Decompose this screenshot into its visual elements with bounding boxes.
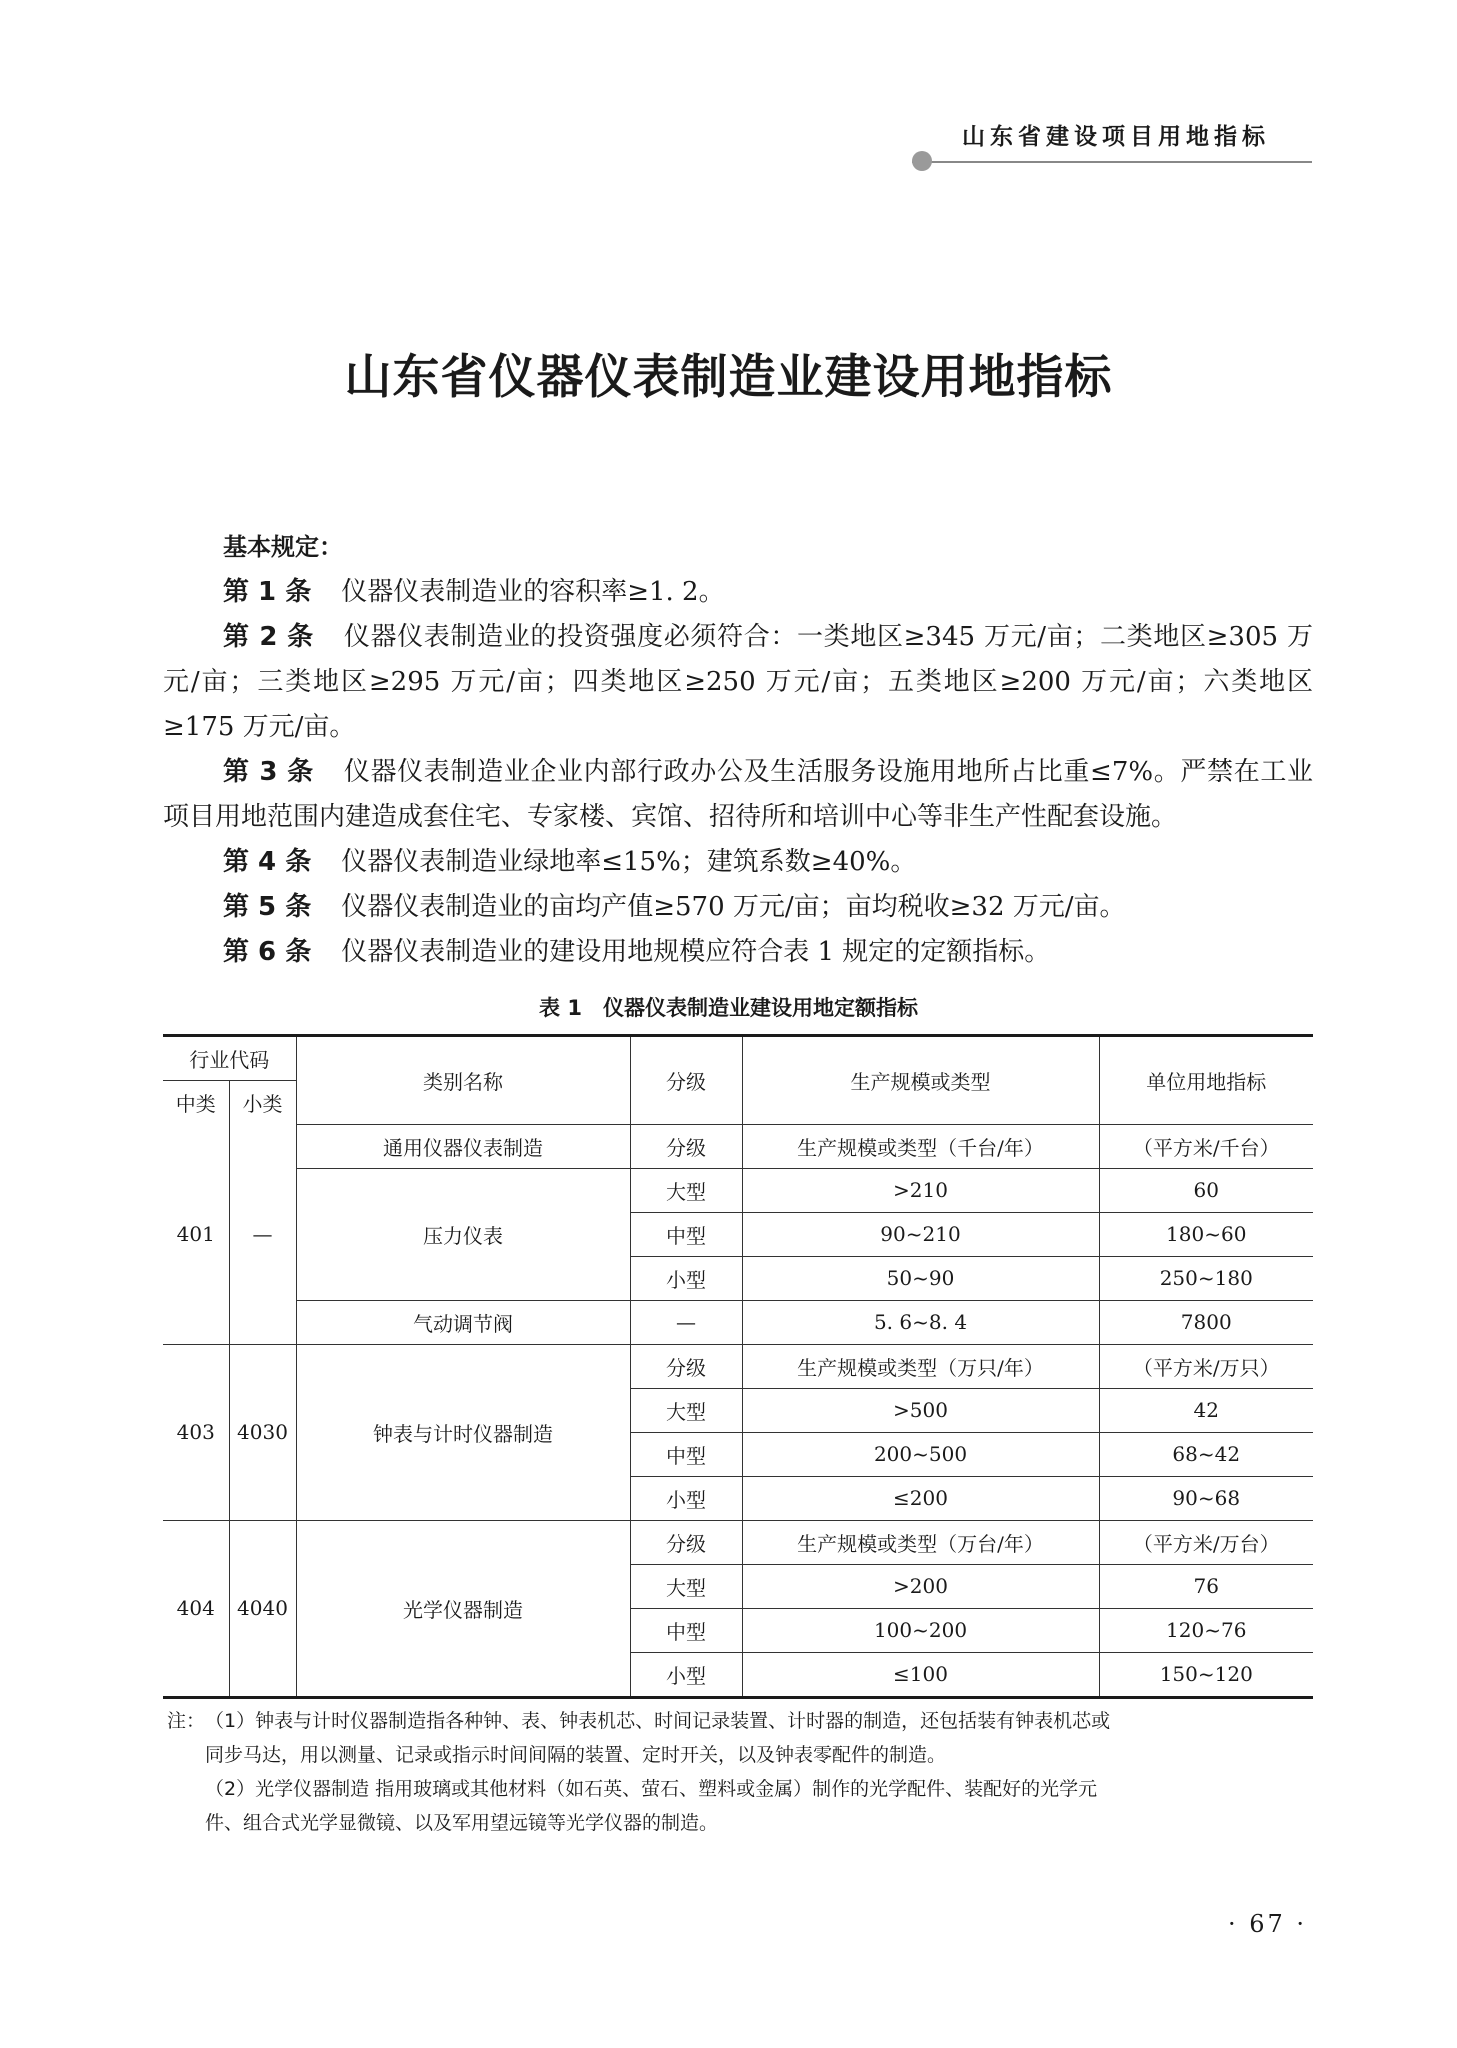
- article-text: 仪器仪表制造业的建设用地规模应符合表 1 规定的定额指标。: [341, 937, 1051, 967]
- article-2: [163, 615, 1313, 750]
- cell-scale: 生产规模或类型（万台/年）: [742, 1520, 1099, 1564]
- cell-scale: 50~90: [742, 1256, 1099, 1300]
- article-number: 第 6 条: [223, 937, 312, 967]
- cell-scale: 生产规模或类型（千台/年）: [742, 1124, 1099, 1168]
- table-row: [163, 1344, 1313, 1388]
- cell-land-index: 250~180: [1099, 1256, 1313, 1300]
- header-land-index: 单位用地指标: [1099, 1036, 1313, 1125]
- cell-grade: 小型: [630, 1652, 742, 1697]
- table-row: [163, 1520, 1313, 1564]
- cell-grade: 中型: [630, 1608, 742, 1652]
- header-rule: [912, 161, 1312, 163]
- cell-land-index: 120~76: [1099, 1608, 1313, 1652]
- cell-scale: ≤200: [742, 1476, 1099, 1520]
- article-number: 第 1 条: [223, 577, 312, 607]
- article-number: 第 4 条: [223, 847, 312, 877]
- cell-scale: ≤100: [742, 1652, 1099, 1697]
- cell-grade: 分级: [630, 1124, 742, 1168]
- header-sub-class: 小类: [229, 1081, 296, 1125]
- header-scale: 生产规模或类型: [742, 1036, 1099, 1125]
- header-grade: 分级: [630, 1036, 742, 1125]
- cell-sub-class: —: [229, 1124, 296, 1344]
- cell-scale: >210: [742, 1168, 1099, 1212]
- page-title: 山东省仪器仪表制造业建设用地指标: [344, 350, 1113, 405]
- cell-scale: 生产规模或类型（万只/年）: [742, 1344, 1099, 1388]
- table-header-row: [163, 1036, 1313, 1081]
- header-category: 类别名称: [296, 1036, 630, 1125]
- cell-scale: >500: [742, 1388, 1099, 1432]
- cell-grade: 中型: [630, 1212, 742, 1256]
- cell-land-index: （平方米/千台）: [1099, 1124, 1313, 1168]
- cell-sub-class: 4030: [229, 1344, 296, 1520]
- header-industry-code: 行业代码: [163, 1036, 296, 1081]
- cell-grade: 分级: [630, 1344, 742, 1388]
- cell-scale: 90~210: [742, 1212, 1099, 1256]
- article-text: 仪器仪表制造业的亩均产值≥570 万元/亩；亩均税收≥32 万元/亩。: [341, 892, 1126, 922]
- table-row: [163, 1300, 1313, 1344]
- cell-land-index: 60: [1099, 1168, 1313, 1212]
- cell-category: 光学仪器制造: [296, 1520, 630, 1697]
- header-dot: [912, 151, 932, 171]
- cell-land-index: （平方米/万只）: [1099, 1344, 1313, 1388]
- cell-grade: 小型: [630, 1476, 742, 1520]
- cell-land-index: 42: [1099, 1388, 1313, 1432]
- cell-grade: —: [630, 1300, 742, 1344]
- cell-land-index: 68~42: [1099, 1432, 1313, 1476]
- table-caption: 表 1 仪器仪表制造业建设用地定额指标: [539, 996, 918, 1020]
- article-4: [163, 840, 1313, 885]
- cell-grade: 中型: [630, 1432, 742, 1476]
- cell-scale: 200~500: [742, 1432, 1099, 1476]
- table-row: [163, 1124, 1313, 1168]
- article-text: 仪器仪表制造业绿地率≤15%；建筑系数≥40%。: [341, 847, 917, 877]
- article-number: 第 2 条: [223, 622, 314, 652]
- cell-scale: 100~200: [742, 1608, 1099, 1652]
- cell-category: 钟表与计时仪器制造: [296, 1344, 630, 1520]
- cell-land-index: （平方米/万台）: [1099, 1520, 1313, 1564]
- table-notes: [167, 1704, 1315, 1840]
- header-mid-class: 中类: [163, 1081, 229, 1125]
- cell-grade: 大型: [630, 1564, 742, 1608]
- basic-rules-heading: 基本规定：: [223, 533, 343, 561]
- cell-category: 气动调节阀: [296, 1300, 630, 1344]
- article-5: [163, 885, 1313, 930]
- note-2-line-2: 件、组合式光学显微镜、以及军用望远镜等光学仪器的制造。: [205, 1812, 719, 1834]
- note-2-line-1: （2）光学仪器制造 指用玻璃或其他材料（如石英、萤石、塑料或金属）制作的光学配件、装配好的光学元: [205, 1778, 1098, 1800]
- cell-mid-class: 401: [163, 1124, 229, 1344]
- body-text: [163, 525, 1313, 975]
- cell-mid-class: 404: [163, 1520, 229, 1697]
- cell-scale: >200: [742, 1564, 1099, 1608]
- cell-grade: 小型: [630, 1256, 742, 1300]
- article-6: [163, 930, 1313, 975]
- article-text: 仪器仪表制造业的投资强度必须符合：一类地区≥345 万元/亩；二类地区≥305 万元/亩；三类地区≥295 万元/亩；四类地区≥250 万元/亩；五类地区≥200 万元/亩；六类地区≥175 万元/亩。: [163, 622, 1313, 742]
- article-text: 仪器仪表制造业企业内部行政办公及生活服务设施用地所占比重≤7%。严禁在工业项目用地范围内建造成套住宅、专家楼、宾馆、招待所和培训中心等非生产性配套设施。: [163, 757, 1313, 832]
- cell-scale: 5. 6~8. 4: [742, 1300, 1099, 1344]
- cell-land-index: 76: [1099, 1564, 1313, 1608]
- cell-sub-class: 4040: [229, 1520, 296, 1697]
- note-1-line-1: （1）钟表与计时仪器制造指各种钟、表、钟表机芯、时间记录装置、计时器的制造，还包括装有钟表机芯或: [205, 1710, 1111, 1732]
- article-text: 仪器仪表制造业的容积率≥1. 2。: [341, 577, 725, 607]
- cell-grade: 大型: [630, 1168, 742, 1212]
- cell-category: 通用仪器仪表制造: [296, 1124, 630, 1168]
- land-quota-table: [163, 1034, 1313, 1699]
- cell-land-index: 180~60: [1099, 1212, 1313, 1256]
- notes-prefix: 注：: [167, 1710, 206, 1732]
- article-3: [163, 750, 1313, 840]
- note-1-line-2: 同步马达，用以测量、记录或指示时间间隔的装置、定时开关，以及钟表零配件的制造。: [205, 1744, 947, 1766]
- cell-grade: 大型: [630, 1388, 742, 1432]
- cell-land-index: 90~68: [1099, 1476, 1313, 1520]
- article-number: 第 5 条: [223, 892, 312, 922]
- cell-land-index: 150~120: [1099, 1652, 1313, 1697]
- cell-land-index: 7800: [1099, 1300, 1313, 1344]
- article-1: [163, 570, 1313, 615]
- table-row: [163, 1168, 1313, 1212]
- cell-mid-class: 403: [163, 1344, 229, 1520]
- article-number: 第 3 条: [223, 757, 314, 787]
- cell-category: 压力仪表: [296, 1168, 630, 1300]
- page-number: · 67 ·: [1228, 1910, 1308, 1938]
- cell-grade: 分级: [630, 1520, 742, 1564]
- running-header: 山东省建设项目用地指标: [962, 124, 1270, 150]
